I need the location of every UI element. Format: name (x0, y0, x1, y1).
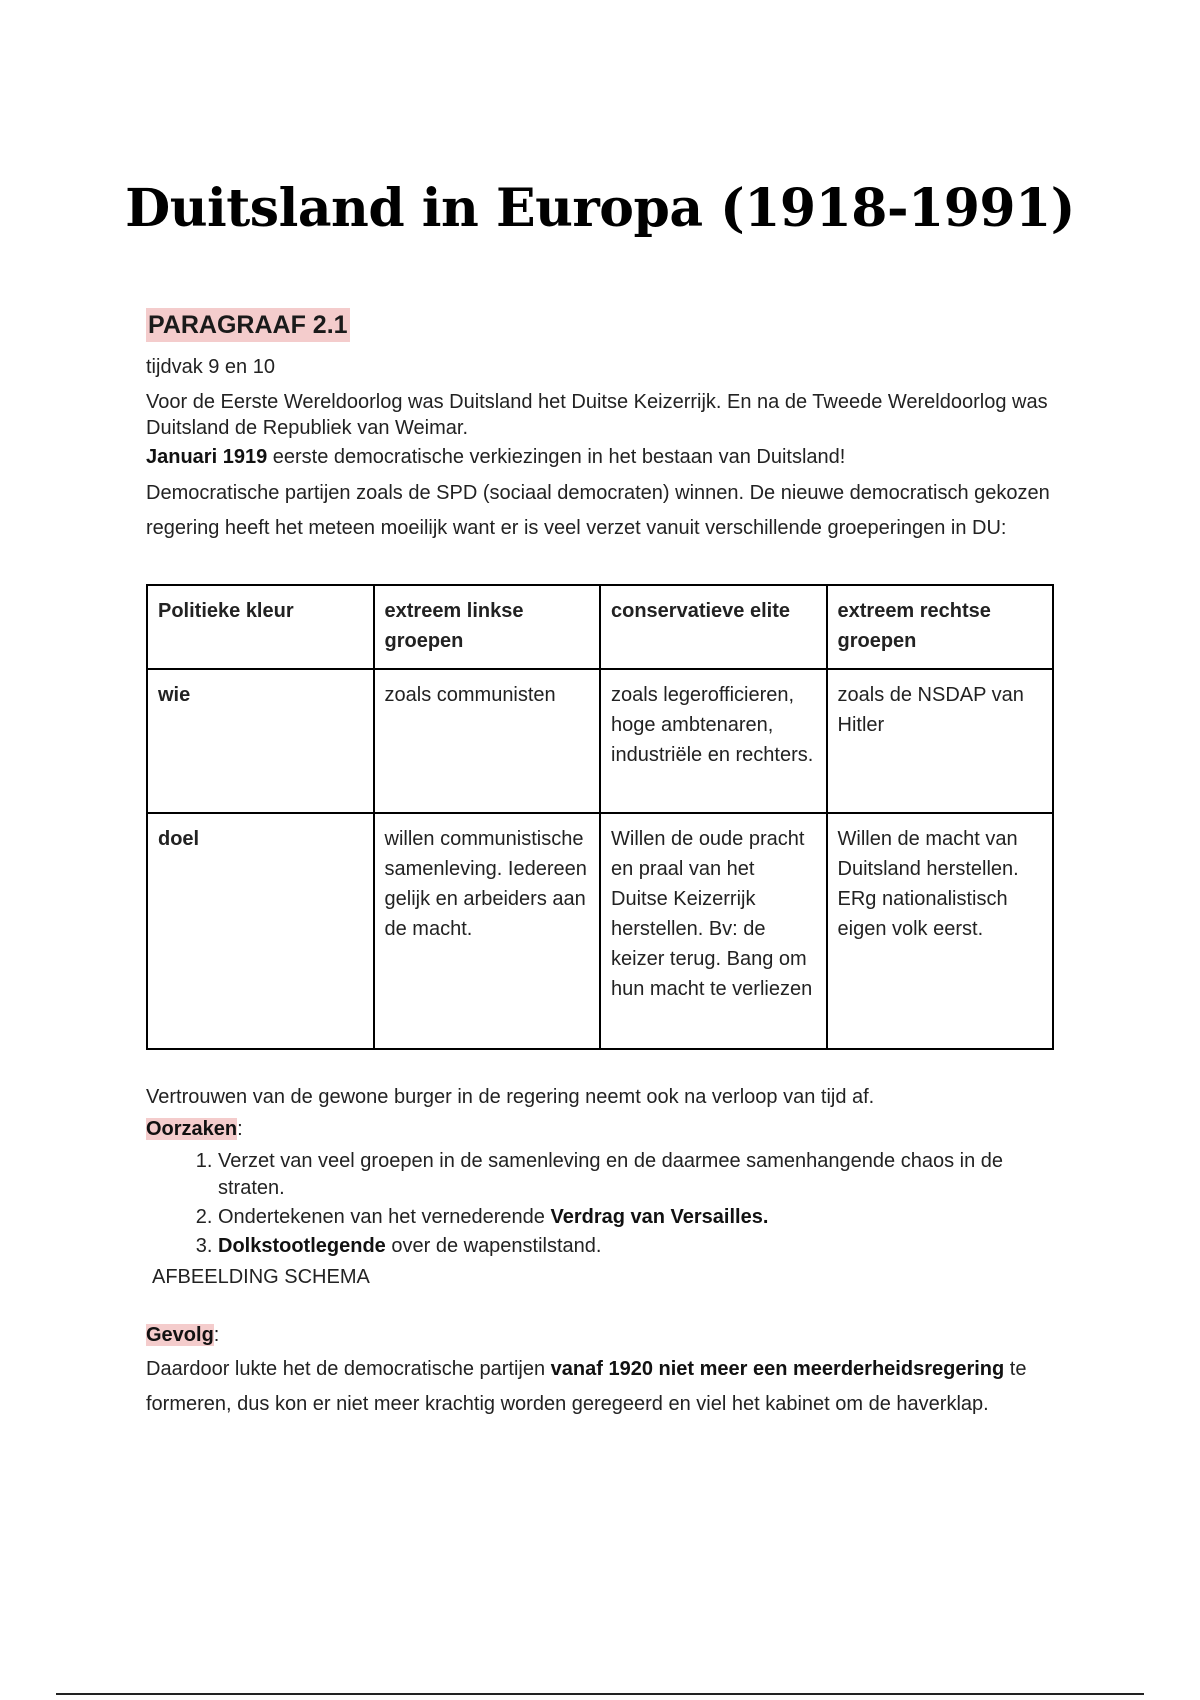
table-cell: willen communistische samenleving. Iedereen gelijk en arbeiders aan de macht. (374, 813, 601, 1049)
document-title: Duitsland in Europa (1918-1991) (125, 178, 1075, 239)
table-cell: Willen de macht van Duitsland herstellen. ERg nationalistisch eigen volk eerst. (827, 813, 1054, 1049)
cause-text: Ondertekenen van het vernederende (218, 1206, 551, 1228)
list-item (218, 1233, 1056, 1260)
intro-paragraph: Voor de Eerste Wereldoorlog was Duitsland het Duitse Keizerrijk. En na de Tweede Wereldoorlog was Duitsland de Republiek van Weimar. (146, 391, 1048, 439)
table-header-cell: extreem rechtse groepen (827, 585, 1054, 669)
row-label: doel (147, 813, 374, 1049)
footer-divider (56, 1693, 1144, 1695)
table-cell: zoals de NSDAP van Hitler (827, 669, 1054, 813)
image-placeholder-text: AFBEELDING SCHEMA (152, 1266, 370, 1288)
consequence-text-post: te formeren, dus kon er niet meer krachtig worden geregeerd en viel het kabinet om de haverklap. (146, 1358, 1027, 1415)
consequence-bold: vanaf 1920 niet meer een meerderheidsregering (550, 1358, 1005, 1380)
table-row (147, 813, 1053, 1049)
causes-colon: : (237, 1118, 243, 1140)
table-header-cell: extreem linkse groepen (374, 585, 601, 669)
table-header-cell: conservatieve elite (600, 585, 827, 669)
causes-label: Oorzaken (146, 1118, 238, 1140)
parties-paragraph: Democratische partijen zoals de SPD (sociaal democraten) winnen. De nieuwe democratisch gekozen regering heeft het meteen moeilijk want er is veel verzet vanuit verschillende groeperingen in DU: (146, 482, 1050, 539)
trust-paragraph: Vertrouwen van de gewone burger in de regering neemt ook na verloop van tijd af. (146, 1086, 875, 1108)
table-header-row (147, 585, 1053, 669)
election-date: Januari 1919 (146, 446, 268, 468)
election-paragraph (146, 444, 1056, 470)
causes-list (146, 1148, 1056, 1260)
table-cell: Willen de oude pracht en praal van het Duitse Keizerrijk herstellen. Bv: de keizer terug. Bang om hun macht te verliezen (600, 813, 827, 1049)
election-text: eerste democratische verkiezingen in het bestaan van Duitsland! (267, 446, 846, 468)
section-heading: PARAGRAAF 2.1 (146, 308, 350, 342)
table-cell: zoals communisten (374, 669, 601, 813)
table-header-cell: Politieke kleur (147, 585, 374, 669)
cause-text: Verzet van veel groepen in de samenleving en de daarmee samenhangende chaos in de straten. (218, 1150, 1003, 1199)
list-item (218, 1148, 1056, 1202)
causes-label-line (146, 1116, 1056, 1142)
list-item (218, 1204, 1056, 1231)
consequence-text: Daardoor lukte het de democratische partijen (146, 1358, 551, 1380)
table-cell: zoals legerofficieren, hoge ambtenaren, industriële en rechters. (600, 669, 827, 813)
consequence-label: Gevolg (146, 1324, 214, 1346)
table-row (147, 669, 1053, 813)
document-body (146, 308, 1056, 1422)
cause-bold: Dolkstootlegende (218, 1235, 386, 1257)
section-subheading: tijdvak 9 en 10 (146, 356, 275, 378)
consequence-colon: : (213, 1324, 220, 1346)
consequence-paragraph (146, 1352, 1056, 1422)
consequence-label-line (146, 1322, 1056, 1348)
political-groups-table (146, 584, 1054, 1050)
row-label: wie (147, 669, 374, 813)
cause-text-post: over de wapenstilstand. (385, 1235, 602, 1257)
cause-bold: Verdrag van Versailles. (550, 1206, 769, 1228)
